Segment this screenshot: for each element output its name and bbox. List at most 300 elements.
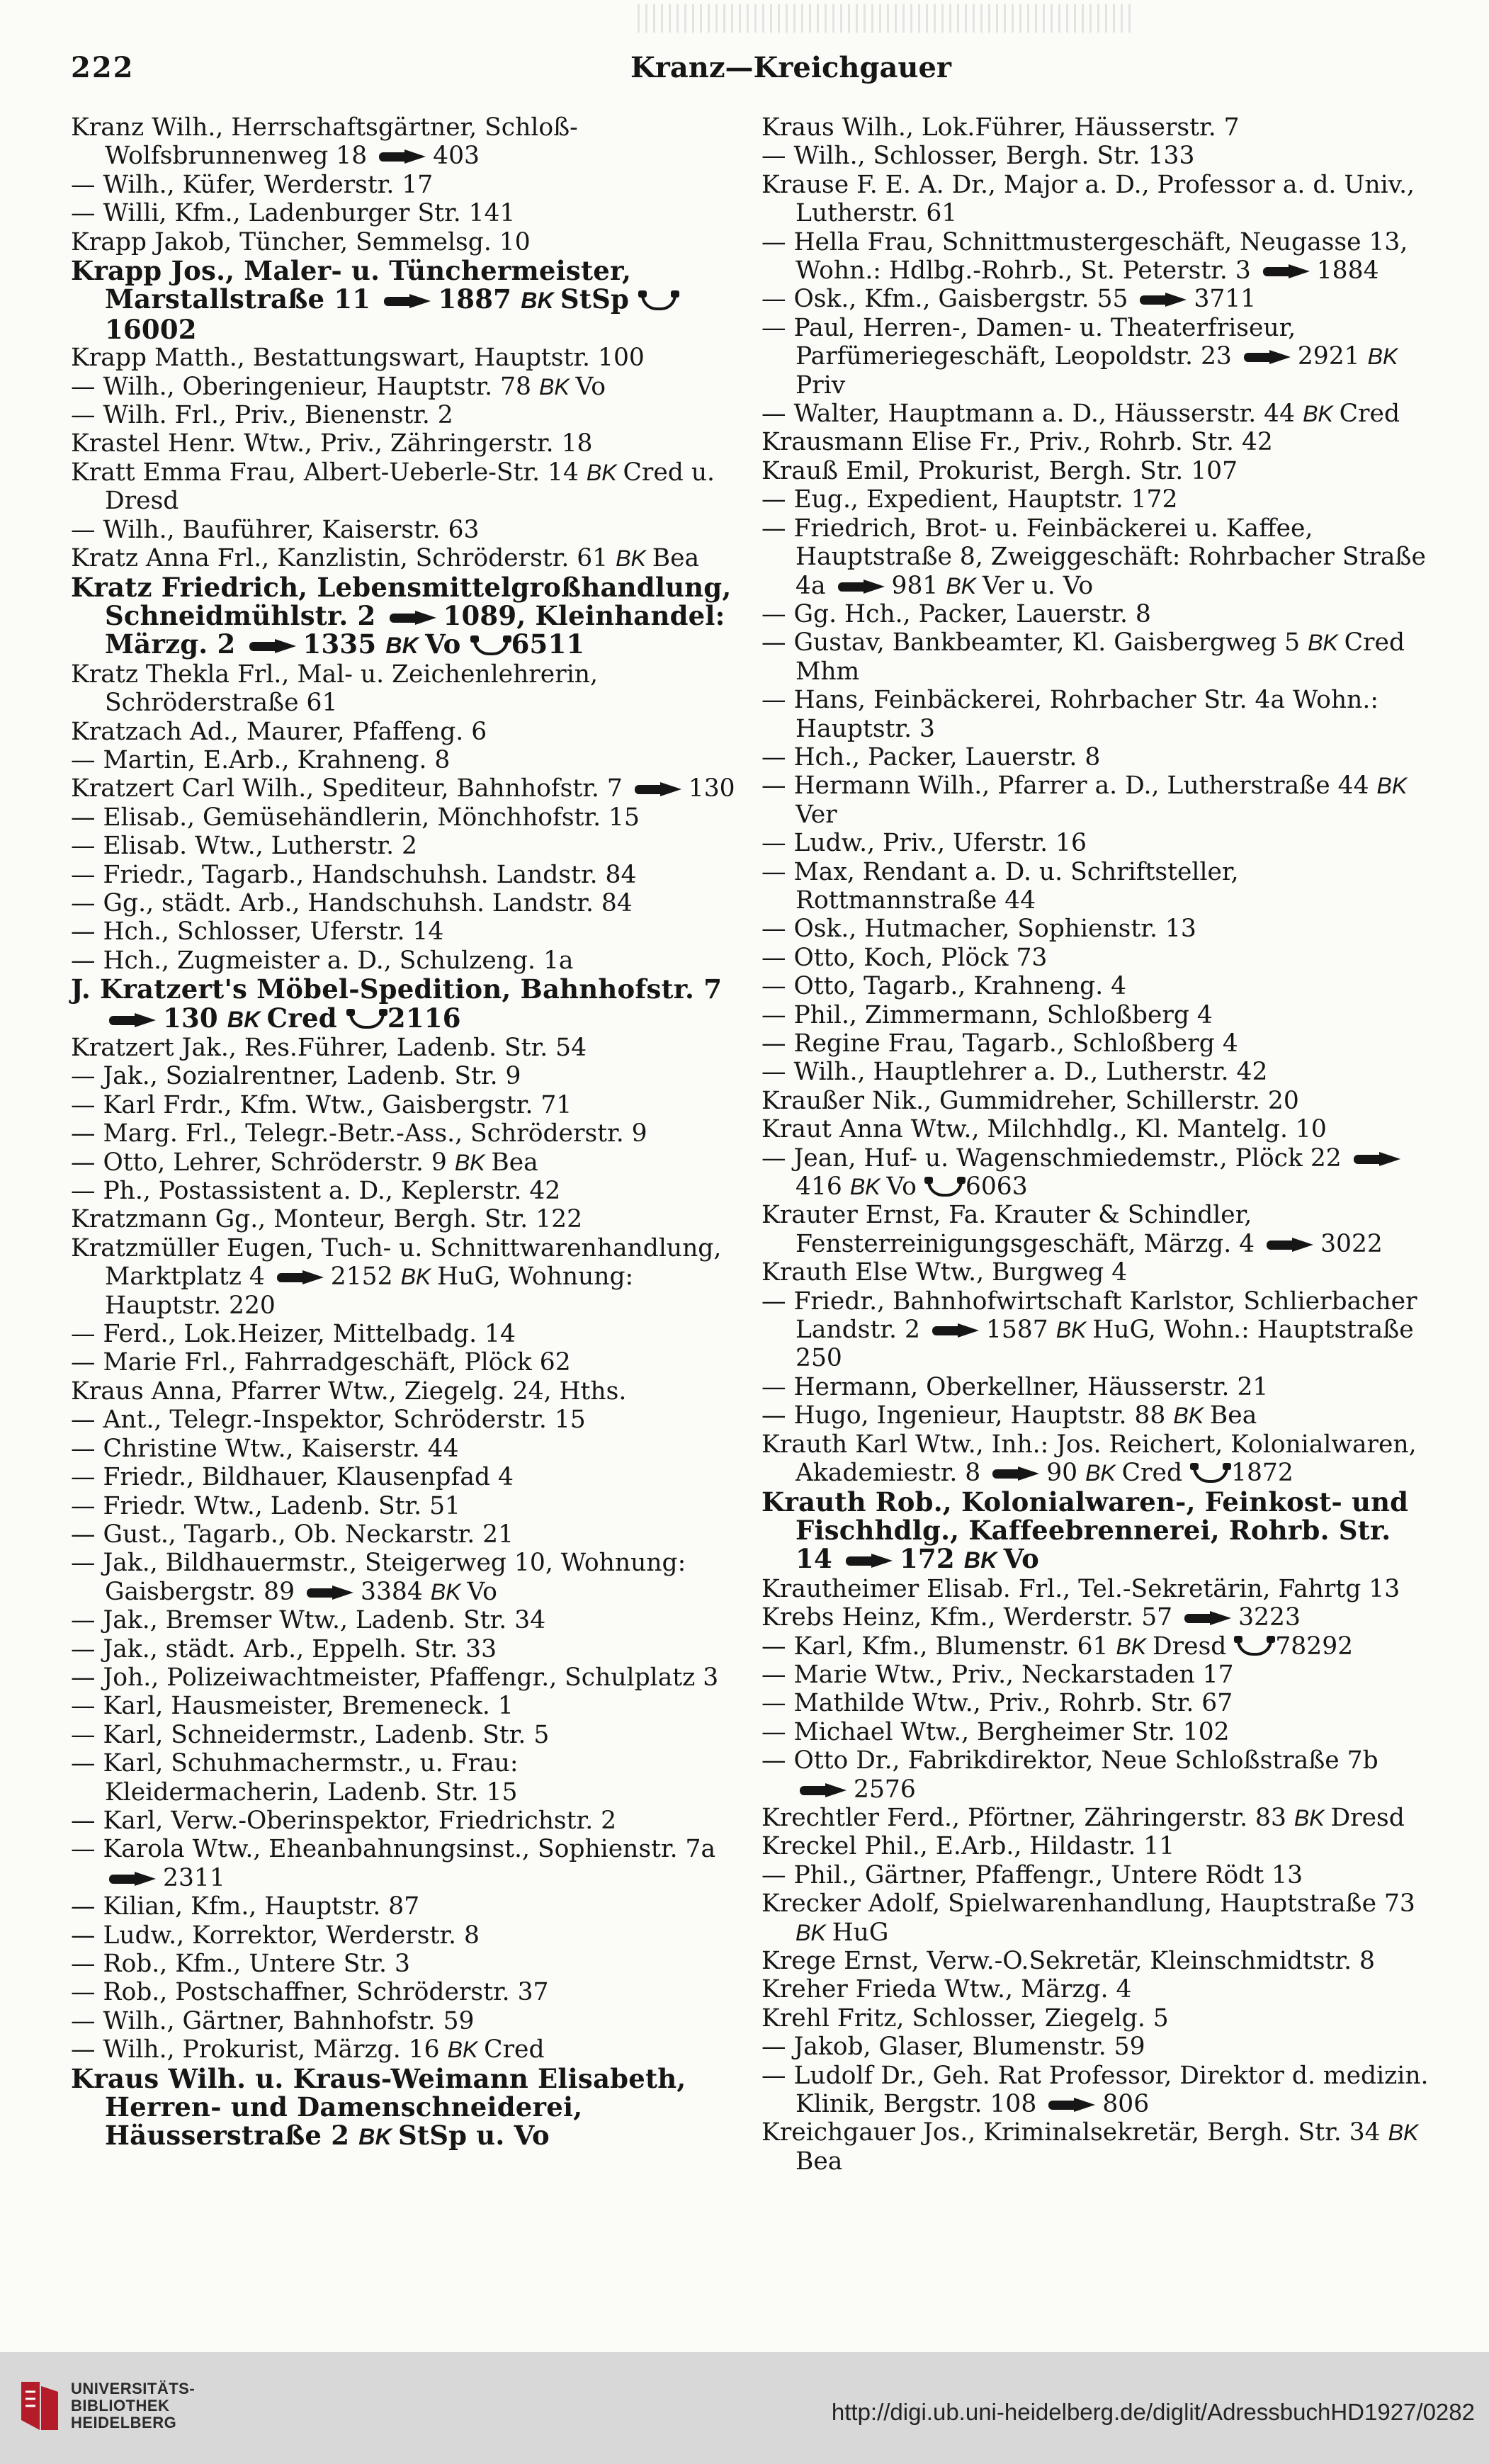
running-head: Kranz—Kreichgauer [630,51,951,84]
directory-entry [762,1718,1431,1746]
directory-entry [762,1975,1431,2004]
entry-text: 3022 [1320,1229,1383,1258]
entry-text: — Jakob, Glaser, Blumenstr. 59 [762,2033,1145,2062]
directory-entry [71,344,740,372]
directory-entry [762,1804,1431,1832]
directory-entry [71,1749,740,1807]
entry-text: Vo [886,1172,924,1202]
entry-text: — Ludw., Priv., Uferstr. 16 [762,829,1087,858]
entry-text: — Christine Wtw., Kaiserstr. 44 [71,1434,459,1463]
entry-text: StSp [560,283,639,315]
entry-text: Kratz Anna Frl., Kanzlistin, Schröderstr. 61 [71,544,616,573]
entry-text: — Karola Wtw., Eheanbahnungsinst., Sophienstr. 7a [71,1835,716,1864]
entry-text: — Otto, Tagarb., Krahneng. 4 [762,972,1127,1001]
entry-text: — Phil., Gärtner, Pfaffengr., Untere Rödt 13 [762,1860,1303,1889]
entry-text: 3223 [1238,1603,1301,1632]
directory-entry [71,1692,740,1720]
entry-text: 16002 [105,313,197,345]
entry-text: — Ph., Postassistent a. D., Keplerstr. 42 [71,1177,561,1206]
entry-text: 2152 [330,1262,401,1292]
right-column [762,113,1431,2176]
directory-entry [762,1430,1431,1488]
entry-text: — Friedr. Wtw., Ladenb. Str. 51 [71,1491,460,1520]
directory-entry [762,142,1431,170]
entry-text: — Elisab., Gemüsehändlerin, Mönchhofstr. 15 [71,803,640,832]
directory-entry [71,1377,740,1406]
entry-text: Kreichgauer Jos., Kriminalsekretär, Bergh. Str. 34 [762,2118,1388,2147]
entry-text: 806 [1102,2090,1150,2119]
directory-entry [71,1921,740,1950]
directory-entry [762,314,1431,400]
entry-text: 90 [1046,1459,1086,1488]
entry-text: — Ant., Telegr.-Inspektor, Schröderstr. 15 [71,1406,586,1435]
scan-artifact [638,4,1133,33]
entry-text: — Hans, Feinbäckerei, Rohrbacher Str. 4a Wohn.: Hauptstr. 3 [762,686,1378,743]
telephone-hand-icon [1244,351,1293,363]
directory-entry [71,946,740,975]
entry-text: J. Kratzert's Möbel-Spedition, Bahnhofstr. 7 [71,973,723,1005]
entry-text: — Wilh., Oberingenieur, Hauptstr. 78 [71,372,539,401]
entry-text: 6511 [511,628,585,660]
bank-abbreviation: BK [616,546,652,572]
entry-text: Vo [575,372,606,401]
directory-entry [71,113,740,171]
page-number: 222 [71,51,135,84]
bank-abbreviation: BK [430,1578,468,1605]
directory-entry [71,832,740,860]
entry-text: — Karl Frdr., Kfm. Wtw., Gaisbergstr. 71 [71,1090,572,1119]
directory-entry [71,573,740,660]
directory-entry [71,917,740,946]
directory-entry [71,889,740,917]
entry-text: — Marg. Frl., Telegr.-Betr.-Ass., Schröderstr. 9 [71,1119,647,1148]
entry-text: — Wilh., Hauptlehrer a. D., Lutherstr. 42 [762,1058,1268,1087]
entry-text: Kratzach Ad., Maurer, Pfaffeng. 6 [71,717,487,746]
entry-text: Krapp Jakob, Tüncher, Semmelsg. 10 [71,227,531,256]
entry-text: — Walter, Hauptmann a. D., Häusserstr. 44 [762,400,1303,429]
bank-abbreviation: BK [1055,1317,1093,1343]
entry-text: Dresd [1330,1803,1405,1832]
entry-text: Kreckel Phil., E.Arb., Hildastr. 11 [762,1832,1175,1861]
directory-entry [762,1258,1431,1287]
page-header [71,51,1374,94]
directory-entry [762,1632,1431,1661]
directory-entry [762,772,1431,829]
entry-text: 2311 [163,1863,225,1892]
entry-text: — Marie Frl., Fahrradgeschäft, Plöck 62 [71,1348,571,1377]
directory-entry [762,1058,1431,1086]
entry-text: — Hch., Packer, Lauerstr. 8 [762,742,1101,772]
entry-text: Vo [1003,1543,1040,1575]
entry-text: 1887 [438,283,521,315]
directory-entry [762,2033,1431,2061]
entry-text: Vo [425,628,470,660]
directory-entry [71,401,740,429]
entry-text: 6063 [965,1172,1028,1202]
entry-text: StSp u. Vo [398,2120,550,2152]
entry-text: — Hella Frau, Schnittmustergeschäft, Neugasse 13, Wohn.: Hdlbg.-Rohrb., St. Peterstr. 3 [762,227,1408,286]
bank-abbreviation: BK [538,373,576,400]
postal-check-icon [1237,1639,1272,1656]
entry-text: 2576 [854,1775,916,1804]
entry-text: 403 [433,142,480,171]
entry-text: 130 [163,1002,227,1034]
entry-text: Bea [1209,1401,1257,1430]
directory-entry [71,1635,740,1663]
entry-text: — Ferd., Lok.Heizer, Mittelbadg. 14 [71,1320,516,1349]
entry-text: Krehl Fritz, Schlosser, Ziegelg. 5 [762,2004,1169,2033]
telephone-hand-icon [109,1873,159,1885]
telephone-hand-icon [635,784,684,796]
directory-entry [762,1575,1431,1603]
entry-text: 130 [688,774,735,803]
directory-entry [71,429,740,458]
entry-text: — Friedr., Tagarb., Handschuhsh. Landstr. 84 [71,860,637,889]
left-column [71,113,740,2152]
telephone-hand-icon [1354,1153,1403,1165]
entry-text: Ver [796,800,837,829]
entry-text: Krautheimer Elisab. Frl., Tel.-Sekretärin, Fahrtg 13 [762,1574,1400,1603]
directory-entry [762,1287,1431,1373]
directory-entry [762,686,1431,743]
entry-text: 416 [796,1172,850,1202]
entry-text: Vo [467,1577,497,1606]
directory-entry [762,1603,1431,1632]
entry-text: 1587 [985,1316,1056,1345]
bank-abbreviation: BK [1085,1460,1122,1486]
entry-text: — Hugo, Ingenieur, Hauptstr. 88 [762,1401,1174,1430]
directory-entry [71,458,740,516]
entry-text: Krauter Ernst, Fa. Krauter & Schindler, Fensterreinigungsgeschäft, Märzg. 4 [762,1201,1263,1258]
entry-text: — Jak., Bremser Wtw., Ladenb. Str. 34 [71,1606,546,1635]
directory-entry [762,1947,1431,1975]
directory-entry [762,915,1431,943]
directory-entry [762,1029,1431,1058]
telephone-hand-icon [109,1015,159,1027]
directory-entry [762,1401,1431,1430]
directory-entry [762,1087,1431,1115]
entry-text: Cred [484,2035,545,2064]
entry-text: Krebs Heinz, Kfm., Werderstr. 57 [762,1603,1181,1632]
bank-abbreviation: BK [946,572,983,599]
bank-abbreviation: BK [358,2124,398,2150]
institution-line: UNIVERSITÄTS- [71,2380,196,2397]
telephone-hand-icon [1267,1239,1316,1251]
bank-abbreviation: BK [454,1149,492,1175]
entry-text: Kraut Anna Wtw., Milchhdlg., Kl. Mantelg. 10 [762,1115,1327,1144]
directory-entry [71,1807,740,1835]
directory-entry [71,861,740,889]
directory-entry [762,944,1431,972]
entry-text: — Osk., Hutmacher, Sophienstr. 13 [762,915,1196,944]
entry-text: Kratzert Jak., Res.Führer, Ladenb. Str. 54 [71,1034,587,1062]
entry-text: — Osk., Kfm., Gaisbergstr. 55 [762,285,1136,314]
bank-abbreviation: BK [1308,630,1344,656]
entry-text: — Otto Dr., Fabrikdirektor, Neue Schloßstraße 7b [762,1746,1378,1775]
entry-text: — Hch., Schlosser, Uferstr. 14 [71,917,444,946]
entry-text: Bea [491,1148,538,1177]
entry-text: — Michael Wtw., Bergheimer Str. 102 [762,1717,1230,1746]
postal-check-icon [927,1180,963,1197]
directory-entry [71,1205,740,1233]
entry-text: Krausmann Elise Fr., Priv., Rohrb. Str. 42 [762,428,1273,457]
directory-entry [71,1950,740,1978]
directory-entry [71,2007,740,2035]
entry-text: Priv [796,371,846,400]
bank-abbreviation: BK [447,2037,485,2063]
institution-line: BIBLIOTHEK [71,2397,170,2414]
bank-abbreviation: BK [586,459,623,485]
entry-text: — Otto, Koch, Plöck 73 [762,943,1048,972]
directory-entry [71,1034,740,1062]
entry-text: Krege Ernst, Verw.-O.Sekretär, Kleinschmidtstr. 8 [762,1947,1376,1975]
entry-text: — Jean, Huf- u. Wagenschmiedemstr., Plöck 22 [762,1143,1349,1172]
directory-entry [71,1320,740,1348]
directory-entry [71,544,740,572]
entry-text: — Jak., Sozialrentner, Ladenb. Str. 9 [71,1062,521,1091]
directory-entry [71,516,740,544]
entry-text: Kraußer Nik., Gummidreher, Schillerstr. 20 [762,1086,1299,1115]
entry-text: Kratz Friedrich, Lebensmittelgroßhandlung, Schneidmühlstr. 2 [71,571,732,631]
entry-text: — Rob., Postschaffner, Schröderstr. 37 [71,1978,549,2007]
directory-entry [762,1001,1431,1029]
telephone-hand-icon [277,1272,327,1284]
entry-text: Krecker Adolf, Spielwarenhandlung, Hauptstraße 73 [762,1889,1415,1918]
directory-entry [71,774,740,803]
entry-text: — Martin, E.Arb., Krahneng. 8 [71,745,451,774]
entry-text: Krapp Matth., Bestattungswart, Hauptstr. 100 [71,344,645,373]
telephone-hand-icon [307,1587,356,1599]
directory-entry [71,718,740,746]
bank-abbreviation: BK [1303,401,1340,427]
directory-entry [762,1746,1431,1804]
entry-text: 1872 [1231,1459,1293,1488]
entry-text: — Willi, Kfm., Ladenburger Str. 141 [71,199,516,228]
telephone-hand-icon [384,295,434,307]
telephone-hand-icon [1184,1612,1234,1624]
telephone-hand-icon [1140,294,1189,306]
bank-abbreviation: BK [521,288,560,314]
directory-entry [762,858,1431,915]
directory-entry [71,1406,740,1434]
entry-text: 1335 [302,628,386,660]
directory-entry [71,975,740,1034]
entry-text: 2921 [1297,342,1368,371]
directory-entry [71,1892,740,1921]
directory-entry [71,803,740,832]
entry-text: Kratzert Carl Wilh., Spediteur, Bahnhofstr. 7 [71,774,630,803]
entry-text: — Friedr., Bildhauer, Klausenpfad 4 [71,1463,514,1492]
entry-text: — Wilh., Schlosser, Bergh. Str. 133 [762,142,1195,171]
bank-abbreviation: BK [1173,1403,1210,1429]
entry-text: — Wilh., Küfer, Werderstr. 17 [71,170,434,199]
directory-entry [762,972,1431,1000]
directory-entry [762,2004,1431,2033]
directory-entry [71,1091,740,1119]
entry-text: Cred Mhm [796,628,1405,686]
telephone-hand-icon [390,612,439,624]
entry-text: — Elisab. Wtw., Lutherstr. 2 [71,832,417,861]
entry-text: Kratt Emma Frau, Albert-Ueberle-Str. 14 [71,458,587,487]
entry-text: Kratzmann Gg., Monteur, Bergh. Str. 122 [71,1205,583,1234]
entry-text: — Eug., Expedient, Hauptstr. 172 [762,485,1178,514]
entry-text: — Regine Frau, Tagarb., Schloßberg 4 [762,1029,1238,1058]
directory-entry [71,171,740,199]
entry-text: — Hermann Wilh., Pfarrer a. D., Lutherstraße 44 [762,772,1377,801]
directory-entry [762,457,1431,485]
institution-name[interactable] [71,2380,195,2431]
directory-entry [71,199,740,227]
directory-entry [71,1492,740,1520]
telephone-hand-icon [1263,266,1313,278]
directory-entry [71,2035,740,2064]
entry-text: Krastel Henr. Wtw., Priv., Zähringerstr. 18 [71,429,593,458]
telephone-hand-icon [1048,2099,1098,2111]
telephone-hand-icon [846,1555,895,1567]
directory-entry [71,1463,740,1491]
entry-text: 172 [899,1543,964,1575]
bank-abbreviation: BK [1367,344,1398,370]
bank-abbreviation: BK [400,1264,438,1290]
directory-entry [71,1520,740,1549]
directory-entry [71,2064,740,2152]
directory-entry [762,600,1431,628]
entry-text: — Friedr., Bahnhofwirtschaft Karlstor, Schlierbacher Landstr. 2 [762,1287,1417,1345]
entry-text: — Hch., Zugmeister a. D., Schulzeng. 1a [71,946,574,975]
directory-entry [71,228,740,256]
entry-text: 1089, Kleinhandel: Märzg. 2 [105,599,725,660]
entry-text: — Ludolf Dr., Geh. Rat Professor, Direktor d. medizin. Klinik, Bergstr. 108 [762,2061,1429,2119]
postal-check-icon [1193,1466,1228,1483]
directory-entry [762,743,1431,772]
entry-text: HuG [832,1918,889,1947]
bank-abbreviation: BK [1293,1804,1331,1831]
postal-check-icon [641,293,676,310]
university-library-logo-icon[interactable] [17,2378,62,2434]
entry-text: HuG, Wohnung: Hauptstr. 220 [105,1262,634,1320]
directory-entry [762,2062,1431,2119]
entry-text: — Wilh. Frl., Priv., Bienenstr. 2 [71,401,453,430]
entry-text: — Karl, Verw.-Oberinspektor, Friedrichstr. 2 [71,1806,617,1835]
entry-text: — Gg. Hch., Packer, Lauerstr. 8 [762,599,1151,628]
entry-text: — Jak., Bildhauermstr., Steigerweg 10, Wohnung: Gaisbergstr. 89 [71,1549,686,1606]
telephone-hand-icon [838,581,888,593]
source-url-link[interactable]: http://digi.ub.uni-heidelberg.de/diglit/AdressbuchHD1927/0282 [831,2399,1475,2425]
directory-entry [762,1373,1431,1401]
telephone-hand-icon [992,1468,1042,1480]
bank-abbreviation: BK [385,633,426,659]
telephone-hand-icon [249,640,299,652]
directory-entry [71,1663,740,1692]
entry-text: Bea [796,2147,843,2176]
directory-entry [71,660,740,718]
entry-text: 3384 [361,1577,431,1606]
directory-entry [71,256,740,344]
entry-text: — Otto, Lehrer, Schröderstr. 9 [71,1148,455,1177]
directory-entry [71,1978,740,2006]
entry-text: — Ludw., Korrektor, Werderstr. 8 [71,1921,480,1950]
entry-text: 981 [891,571,946,600]
directory-entry [71,1177,740,1205]
entry-text: — Max, Rendant a. D. u. Schriftsteller, Rottmannstraße 44 [762,857,1239,915]
directory-entry [71,1721,740,1749]
directory-entry [762,428,1431,456]
directory-entry [71,1148,740,1177]
directory-entry [762,1832,1431,1860]
entry-text: Krechtler Ferd., Pförtner, Zähringerstr. 83 [762,1803,1294,1832]
entry-text: Krauth Else Wtw., Burgweg 4 [762,1258,1128,1287]
entry-text: Krause F. E. A. Dr., Major a. D., Professor a. d. Univ., Lutherstr. 61 [762,170,1415,228]
directory-entry [762,1115,1431,1143]
entry-text: — Kilian, Kfm., Hauptstr. 87 [71,1892,420,1921]
entry-text: Kratzmüller Eugen, Tuch- u. Schnittwarenhandlung, Marktplatz 4 [71,1233,722,1292]
entry-text: — Karl, Kfm., Blumenstr. 61 [762,1632,1116,1661]
entry-text: 78292 [1275,1632,1354,1661]
directory-entry [762,171,1431,228]
entry-text: — Joh., Polizeiwachtmeister, Pfaffengr., Schulplatz 3 [71,1663,719,1692]
entry-text: — Gust., Tagarb., Ob. Neckarstr. 21 [71,1520,514,1549]
entry-text: Cred u. Dresd [105,458,715,516]
entry-text: Krapp Jos., Maler- u. Tünchermeister, Marstallstraße 11 [71,255,632,315]
directory-entry [762,1201,1431,1258]
directory-entry [762,1861,1431,1889]
directory-entry [762,1661,1431,1689]
entry-text: Cred [1121,1459,1190,1488]
directory-entry [762,485,1431,514]
entry-text: — Wilh., Bauführer, Kaiserstr. 63 [71,515,480,544]
directory-entry [762,2118,1431,2176]
bank-abbreviation: BK [1376,773,1408,799]
entry-text: 1884 [1316,256,1379,286]
entry-text: Ver u. Vo [982,571,1094,600]
directory-entry [71,746,740,774]
postal-check-icon [473,638,509,655]
directory-entry [71,1234,740,1320]
directory-entry [762,829,1431,857]
institution-line: HEIDELBERG [71,2414,177,2431]
entry-text: Kraus Anna, Pfarrer Wtw., Ziegelg. 24, Hths. [71,1377,627,1406]
entry-text: Kreher Frieda Wtw., Märzg. 4 [762,1975,1132,2004]
entry-text: Cred [1339,400,1400,429]
entry-text: — Gustav, Bankbeamter, Kl. Gaisbergweg 5 [762,628,1308,657]
bank-abbreviation: BK [1116,1633,1153,1659]
entry-text: — Phil., Zimmermann, Schloßberg 4 [762,1000,1213,1029]
directory-entry [71,1348,740,1377]
bank-abbreviation: BK [796,1919,832,1945]
bank-abbreviation: BK [963,1547,1004,1573]
directory-entry [762,514,1431,600]
entry-text: Krauth Rob., Kolonialwaren-, Feinkost- und Fischhdlg., Kaffeebrennerei, Rohrb. Str. 14 [762,1486,1409,1575]
directory-entry [71,1435,740,1463]
postal-check-icon [349,1012,385,1029]
directory-entry [762,1689,1431,1717]
entry-text: HuG, Wohn.: Hauptstraße 250 [796,1316,1414,1373]
entry-text: — Karl, Schneidermstr., Ladenb. Str. 5 [71,1720,550,1749]
entry-text: — Gg., städt. Arb., Handschuhsh. Landstr. 84 [71,888,633,917]
entry-text: — Mathilde Wtw., Priv., Rohrb. Str. 67 [762,1689,1233,1718]
entry-text: Kranz Wilh., Herrschaftsgärtner, Schloß-Wolfsbrunnenweg 18 [71,113,578,171]
telephone-hand-icon [800,1785,849,1797]
directory-entry [71,1062,740,1090]
directory-entry [71,373,740,401]
directory-entry [762,1889,1431,1947]
directory-entry [762,400,1431,428]
entry-text: Kraus Wilh. u. Kraus-Weimann Elisabeth, Herren- und Damenschneiderei, Häusserstraße 2 [71,2062,686,2152]
entry-text: Dresd [1153,1632,1235,1661]
bank-abbreviation: BK [1388,2120,1419,2146]
directory-entry [762,628,1431,686]
entry-text: Bea [652,544,700,573]
